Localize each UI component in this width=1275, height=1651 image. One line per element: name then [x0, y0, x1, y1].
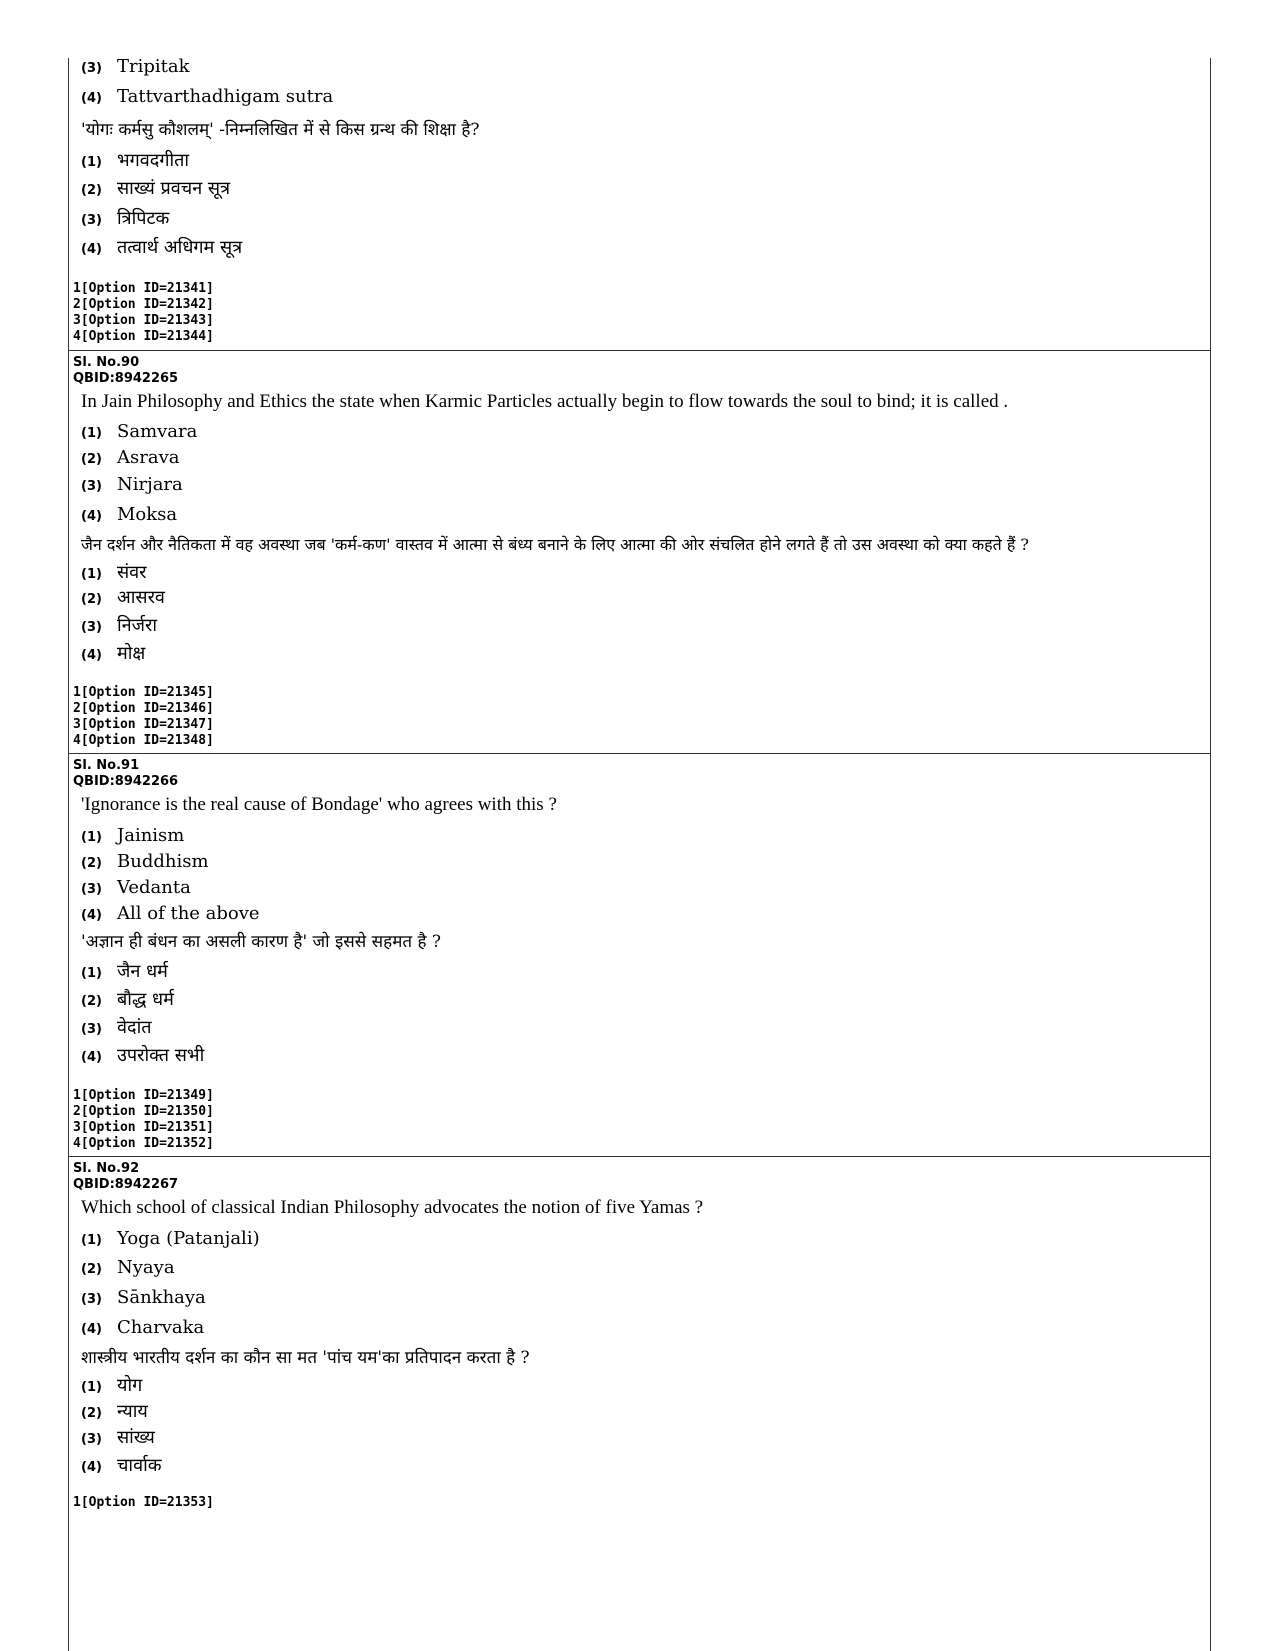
option-id-2: 2[Option ID=21350] [73, 1104, 214, 1119]
option-id-2: 2[Option ID=21342] [73, 297, 214, 312]
option-en-2: (2) Buddhism [81, 851, 209, 872]
option-id-4: 4[Option ID=21348] [73, 733, 214, 748]
option-id-3: 3[Option ID=21351] [73, 1120, 214, 1135]
qbid: QBID:8942266 [73, 774, 179, 789]
option-en-1: (1) Yoga (Patanjali) [81, 1228, 260, 1249]
question-block-91 [69, 753, 1210, 1156]
question-block-90 [69, 350, 1210, 753]
option-id-2: 2[Option ID=21346] [73, 701, 214, 716]
option-en-4: (4) Charvaka [81, 1317, 205, 1338]
option-hi-3: (3) निर्जरा [81, 615, 158, 636]
option-id-3: 3[Option ID=21343] [73, 313, 214, 328]
option-hi-2: (2) आसरव [81, 587, 165, 608]
option-en-1: (1) Samvara [81, 421, 198, 442]
serial-number: Sl. No.92 [73, 1161, 140, 1176]
option-hi-4: (4) चार्वाक [81, 1455, 162, 1476]
question-block-92 [69, 1156, 1210, 1651]
qbid: QBID:8942265 [73, 371, 179, 386]
option-hi-1: (1) संवर [81, 562, 147, 583]
option-id-1: 1[Option ID=21341] [73, 281, 214, 296]
option-hi-4: (4) उपरोक्त सभी [81, 1045, 205, 1066]
option-hi-1: (1) जैन धर्म [81, 961, 168, 982]
option-id-1: 1[Option ID=21349] [73, 1088, 214, 1103]
option-hi-4: (4) तत्वार्थ अधिगम सूत्र [81, 237, 243, 258]
question-text-english: 'Ignorance is the real cause of Bondage' who agrees with this ? [81, 794, 557, 815]
question-text-hindi: 'अज्ञान ही बंधन का असली कारण है' जो इससे सहमत है ? [81, 932, 442, 952]
option-id-1: 1[Option ID=21345] [73, 685, 214, 700]
option-en-3: (3) Tripitak [81, 56, 190, 77]
question-text-english: In Jain Philosophy and Ethics the state when Karmic Particles actually begin to flow towards the soul to bind; it is called . [81, 391, 1009, 412]
option-en-2: (2) Asrava [81, 447, 180, 468]
option-hi-3: (3) वेदांत [81, 1017, 152, 1038]
option-en-3: (3) Vedanta [81, 877, 191, 898]
option-en-4: (4) Moksa [81, 504, 178, 525]
option-id-1: 1[Option ID=21353] [73, 1495, 214, 1510]
option-en-3: (3) Sānkhaya [81, 1287, 206, 1308]
option-id-4: 4[Option ID=21352] [73, 1136, 214, 1151]
option-en-1: (1) Jainism [81, 825, 185, 846]
option-id-4: 4[Option ID=21344] [73, 329, 214, 344]
option-hi-4: (4) मोक्ष [81, 643, 146, 664]
option-hi-3: (3) त्रिपिटक [81, 208, 170, 229]
option-en-4: (4) Tattvarthadhigam sutra [81, 86, 334, 107]
option-en-2: (2) Nyaya [81, 1257, 175, 1278]
question-text-hindi: 'योगः कर्मसु कौशलम्' -निम्नलिखित में से किस ग्रन्थ की शिक्षा है? [81, 120, 480, 140]
option-hi-3: (3) सांख्य [81, 1427, 155, 1448]
qbid: QBID:8942267 [73, 1177, 179, 1192]
option-en-3: (3) Nirjara [81, 474, 183, 495]
option-hi-2: (2) न्याय [81, 1401, 148, 1422]
option-hi-1: (1) योग [81, 1375, 143, 1396]
option-en-4: (4) All of the above [81, 903, 260, 924]
previous-question-block [69, 58, 1210, 350]
serial-number: Sl. No.90 [73, 355, 140, 370]
question-text-hindi: शास्त्रीय भारतीय दर्शन का कौन सा मत 'पांच यम'का प्रतिपादन करता है ? [81, 1348, 530, 1368]
option-hi-1: (1) भगवदगीता [81, 150, 190, 171]
option-hi-2: (2) साख्यं प्रवचन सूत्र [81, 178, 231, 199]
option-hi-2: (2) बौद्ध धर्म [81, 989, 174, 1010]
question-text-hindi: जैन दर्शन और नैतिकता में वह अवस्था जब 'कर्म-कण' वास्तव में आत्मा से बंध्य बनाने के लिए आत्मा की ओर संचलित होने लगते हैं तो उस अवस्था को क्या कहते हैं ? [81, 535, 1029, 554]
option-id-3: 3[Option ID=21347] [73, 717, 214, 732]
question-text-english: Which school of classical Indian Philosophy advocates the notion of five Yamas ? [81, 1197, 704, 1218]
question-paper-frame [68, 58, 1211, 1651]
serial-number: Sl. No.91 [73, 758, 140, 773]
